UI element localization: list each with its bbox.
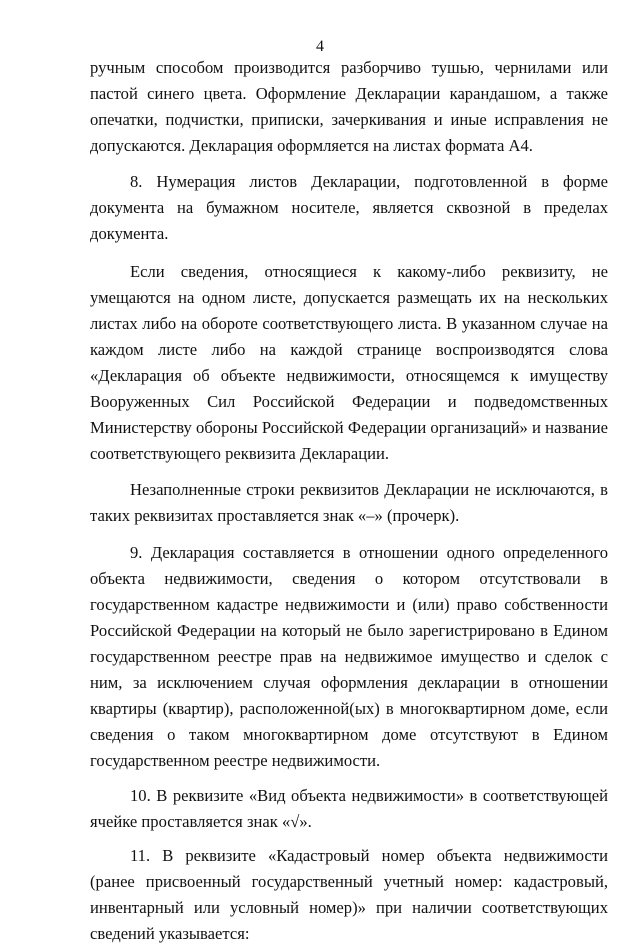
paragraph-writing-rules: ручным способом производится разборчиво тушью, чернилами или пастой синего цвета. Оформление Декларации карандашом, а также опечатки, подчистки, приписки, зачеркивания и иные исправления не допускаются. Декларация оформляется на листах формата А4. — [90, 58, 608, 155]
paragraph-item-9: 9. Декларация составляется в отношении одного определенного объекта недвижимости, сведения о котором отсутствовали в государственном кадастре недвижимости и (или) право собственности Российской Федерации на который не было зарегистрировано в Едином государственном реестре прав на недвижимое имущество и сделок с ним, за исключением случая оформления декларации в отношении квартиры (квартир), расположенной(ых) в многоквартирном доме, если сведения о таком многоквартирном доме отсутствуют в Едином государственном реестре недвижимости. — [90, 543, 608, 770]
paragraph-item-8: 8. Нумерация листов Декларации, подготовленной в форме документа на бумажном носителе, является сквозной в пределах документа. — [90, 172, 608, 243]
page-number: 4 — [316, 38, 324, 55]
paragraph-item-10: 10. В реквизите «Вид объекта недвижимости» в соответствующей ячейке проставляется знак «√». — [90, 786, 608, 831]
paragraph-empty-lines: Незаполненные строки реквизитов Декларации не исключаются, в таких реквизитах проставляется знак «–» (прочерк). — [90, 480, 608, 525]
paragraph-item-11: 11. В реквизите «Кадастровый номер объекта недвижимости (ранее присвоенный государственный учетный номер: кадастровый, инвентарный или условный номер)» при наличии соответствующих сведений указывается: — [90, 846, 608, 943]
paragraph-multiple-sheets: Если сведения, относящиеся к какому-либо реквизиту, не умещаются на одном листе, допускается размещать их на нескольких листах либо на обороте соответствующего листа. В указанном случае на каждом листе либо на каждой странице воспроизводятся слова «Декларация об объекте недвижимости, относящемся к имуществу Вооруженных Сил Российской Федерации и подведомственных Министерству обороны Российской Федерации организаций» и название соответствующего реквизита Декларации. — [90, 262, 608, 463]
document-body — [90, 55, 608, 947]
